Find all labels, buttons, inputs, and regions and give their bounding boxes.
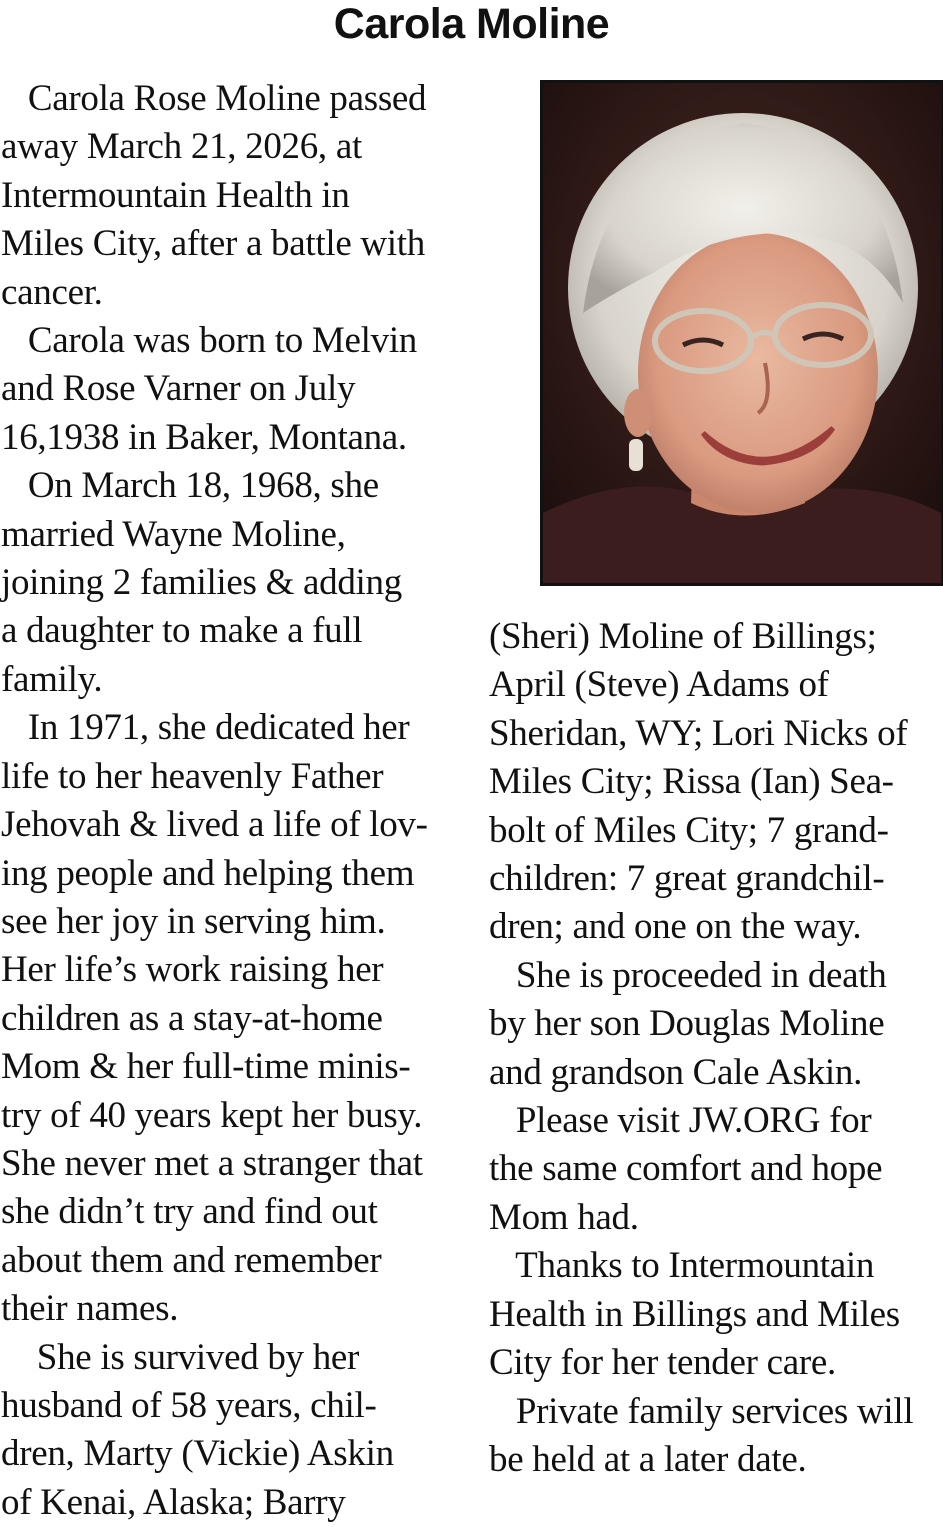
text-line: April (Steve) Adams of <box>489 664 829 706</box>
text-line: children: 7 great grandchil- <box>489 858 885 900</box>
text-line: of Kenai, Alaska; Barry <box>1 1481 346 1523</box>
text-line: Thanks to Intermountain <box>489 1245 875 1287</box>
text-line: dren, Marty (Vickie) Askin <box>1 1433 394 1475</box>
text-line: Health in Billings and Miles <box>489 1293 900 1335</box>
text-line: bolt of Miles City; 7 grand- <box>489 809 889 851</box>
text-line: Please visit JW.ORG for <box>489 1100 872 1142</box>
text-line: ing people and helping them <box>1 852 415 894</box>
right-column-text <box>489 613 941 1484</box>
text-line: She never met a stranger that <box>1 1142 423 1184</box>
text-line: Her life’s work raising her <box>1 949 384 991</box>
text-line: Carola Rose Moline passed <box>1 78 427 119</box>
text-line: dren; and one on the way. <box>489 906 862 948</box>
obituary-title: Carola Moline <box>333 0 610 48</box>
text-line: see her joy in serving him. <box>1 900 386 942</box>
text-line: Miles City; Rissa (Ian) Sea- <box>489 761 894 803</box>
text-line: Sheridan, WY; Lori Nicks of <box>489 712 908 754</box>
text-line: family. <box>1 658 103 700</box>
text-line: cancer. <box>1 271 103 313</box>
text-line: away March 21, 2026, at <box>1 126 362 168</box>
text-line: Intermountain Health in <box>1 174 350 216</box>
text-line: 16,1938 in Baker, Montana. <box>1 416 407 458</box>
text-line: try of 40 years kept her busy. <box>1 1094 423 1136</box>
text-line: by her son Douglas Moline <box>489 1003 885 1045</box>
text-line: and Rose Varner on July <box>1 368 356 410</box>
text-line: Miles City, after a battle with <box>1 223 425 265</box>
text-line: On March 18, 1968, she <box>1 465 379 507</box>
text-line: Mom had. <box>489 1196 639 1238</box>
text-line: a daughter to make a full <box>1 610 363 652</box>
text-line: life to her heavenly Father <box>1 755 384 797</box>
left-column-text <box>1 75 459 1527</box>
text-line: husband of 58 years, chil- <box>1 1384 377 1426</box>
text-line: Mom & her full-time minis- <box>1 1046 411 1088</box>
text-line: about them and remember <box>1 1239 382 1281</box>
text-line: City for her tender care. <box>489 1342 836 1384</box>
portrait-photo <box>540 80 943 586</box>
text-line: the same comfort and hope <box>489 1148 883 1190</box>
text-line: be held at a later date. <box>489 1438 807 1480</box>
text-line: she didn’t try and find out <box>1 1191 378 1233</box>
text-line: In 1971, she dedicated her <box>1 707 410 749</box>
text-line: She is survived by her <box>1 1336 360 1378</box>
text-line: and grandson Cale Askin. <box>489 1051 863 1093</box>
text-line: Jehovah & lived a life of lov- <box>1 804 428 846</box>
text-line: married Wayne Moline, <box>1 513 346 555</box>
text-line: Private family services will <box>489 1390 914 1432</box>
text-line: (Sheri) Moline of Billings; <box>489 616 877 657</box>
text-line: children as a stay-at-home <box>1 997 383 1039</box>
text-line: Carola was born to Melvin <box>1 320 417 362</box>
text-line: their names. <box>1 1288 179 1330</box>
portrait-illustration <box>543 83 941 583</box>
text-line: joining 2 families & adding <box>1 562 402 604</box>
text-line: She is proceeded in death <box>489 954 887 996</box>
